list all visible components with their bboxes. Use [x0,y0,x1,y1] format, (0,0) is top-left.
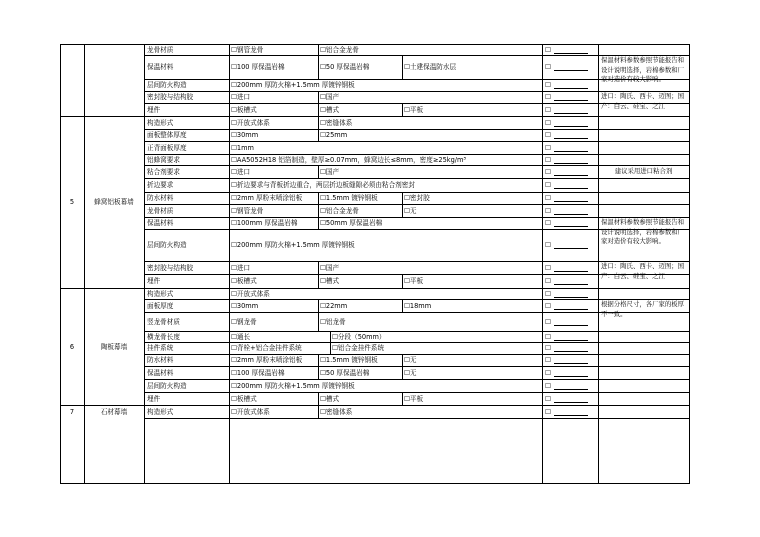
option-checkbox[interactable]: ☐100 厚保温岩棉 [231,368,285,377]
item-label: 正背面板厚度 [147,143,187,152]
confirm-checkbox[interactable]: ☐ [545,219,588,227]
option-checkbox[interactable]: ☐2mm 厚粉末喷涂铝板 [231,356,303,364]
item-label: 龙骨材质 [147,206,174,215]
option-checkbox[interactable]: ☐进口 [231,167,251,176]
remark-note: 进口：陶氏、西卡、迈图；国产：白云、硅宝、之江 [601,92,685,110]
confirm-blank[interactable] [554,64,588,71]
confirm-checkbox[interactable]: ☐ [545,106,588,114]
option-checkbox[interactable]: ☐钢龙骨 [231,317,257,326]
confirm-blank[interactable] [554,370,588,377]
option-checkbox[interactable]: ☐铝龙骨 [320,317,346,326]
item-label: 构造形式 [147,407,174,416]
confirm-blank[interactable] [554,120,588,127]
option-checkbox[interactable]: ☐槽式 [320,105,340,114]
confirm-blank[interactable] [554,265,588,272]
option-checkbox[interactable]: ☐18mm [404,301,432,310]
remark-note: 保温材料参数参照节能报告和设计说明选择，岩棉参数和厂家对造价有较大影响。 [601,56,685,83]
confirm-blank[interactable] [554,107,588,114]
confirm-blank[interactable] [554,208,588,215]
item-label: 挂件系统 [147,344,174,352]
confirm-blank[interactable] [554,132,588,139]
option-checkbox[interactable]: ☐国产 [320,263,340,272]
option-checkbox[interactable]: ☐2mm 厚粉末喷涂铝板 [231,194,303,202]
item-label: 龙骨材质 [147,45,174,54]
item-label: 防水材料 [147,356,174,364]
item-label: 折边要求 [147,181,174,189]
confirm-checkbox[interactable]: ☐ [545,395,588,403]
item-label: 保温材料 [147,219,174,227]
option-checkbox[interactable]: ☐200mm 厚防火棉+1.5mm 厚镀锌钢板 [231,381,355,390]
confirm-checkbox[interactable]: ☐ [545,194,588,202]
confirm-blank[interactable] [554,334,588,341]
item-label: 层间防火构造 [147,241,187,249]
confirm-blank[interactable] [554,47,588,54]
item-label: 埋件 [147,394,161,403]
confirm-checkbox[interactable]: ☐ [545,63,588,71]
option-checkbox[interactable]: ☐100mm 厚保温岩棉 [231,219,298,227]
confirm-checkbox[interactable]: ☐ [545,290,588,298]
confirm-checkbox[interactable]: ☐ [545,119,588,127]
confirm-checkbox[interactable]: ☐ [545,382,588,390]
confirm-blank[interactable] [554,145,588,152]
option-checkbox[interactable]: ☐开放式体系 [231,289,270,298]
option-checkbox[interactable]: ☐25mm [320,131,348,139]
option-checkbox[interactable]: ☐30mm [231,301,259,310]
option-divider [330,342,331,354]
option-checkbox[interactable]: ☐分段（50mm） [332,332,386,341]
confirm-checkbox[interactable]: ☐ [545,81,588,89]
option-checkbox[interactable]: ☐国产 [320,167,340,176]
option-checkbox[interactable]: ☐板槽式 [231,105,257,114]
item-label: 竖龙骨材质 [147,317,180,326]
option-checkbox[interactable]: ☐平板 [404,277,424,285]
option-checkbox[interactable]: ☐100 厚保温岩棉 [231,63,285,71]
option-checkbox[interactable]: ☐1.5mm 镀锌钢板 [320,194,378,202]
option-checkbox[interactable]: ☐50 厚保温岩棉 [320,368,370,377]
confirm-blank[interactable] [554,357,588,364]
confirm-blank[interactable] [554,319,588,326]
item-label: 层间防火构造 [147,381,187,390]
option-checkbox[interactable]: ☐进口 [231,93,251,101]
option-checkbox[interactable]: ☐开放式体系 [231,407,270,416]
option-checkbox[interactable]: ☐槽式 [320,394,340,403]
option-checkbox[interactable]: ☐铝合金龙骨 [320,206,359,215]
option-checkbox[interactable]: ☐50mm 厚保温岩棉 [320,219,383,227]
confirm-blank[interactable] [554,409,588,416]
option-checkbox[interactable]: ☐土建保温防水层 [404,63,457,71]
option-checkbox[interactable]: ☐200mm 厚防火棉+1.5mm 厚镀锌钢板 [231,241,355,249]
confirm-checkbox[interactable]: ☐ [545,207,588,215]
group-name: 石材幕墙 [100,407,128,416]
option-checkbox[interactable]: ☐折边要求与背板折边重合，两层折边板缝隙必须由粘合剂密封 [231,181,415,189]
confirm-blank[interactable] [554,396,588,403]
col-line [542,44,543,484]
confirm-checkbox[interactable]: ☐ [545,156,588,164]
option-checkbox[interactable]: ☐1.5mm 镀锌钢板 [320,356,378,364]
option-checkbox[interactable]: ☐铝合金龙骨 [320,45,359,54]
confirm-checkbox[interactable]: ☐ [545,131,588,139]
option-checkbox[interactable]: ☐无 [404,206,417,215]
option-checkbox[interactable]: ☐开放式体系 [231,118,270,127]
option-checkbox[interactable]: ☐密缝体系 [320,118,353,127]
option-checkbox[interactable]: ☐钢管龙骨 [231,45,264,54]
confirm-blank[interactable] [554,303,588,310]
col-line [144,44,145,484]
option-checkbox[interactable]: ☐密缝体系 [320,407,353,416]
confirm-blank[interactable] [554,278,588,285]
confirm-blank[interactable] [554,220,588,227]
confirm-blank[interactable] [554,383,588,390]
item-label: 粘合剂要求 [147,167,180,176]
option-checkbox[interactable]: ☐板槽式 [231,277,257,285]
confirm-checkbox[interactable]: ☐ [545,241,588,249]
remark-note: 进口：陶氏、西卡、迈图；国产：白云、硅宝、之江 [601,262,685,280]
confirm-checkbox[interactable]: ☐ [545,344,588,352]
item-label: 构造形式 [147,289,174,298]
col-line [598,44,599,484]
confirm-checkbox[interactable]: ☐ [545,408,588,416]
confirm-checkbox[interactable]: ☐ [545,356,588,364]
option-checkbox[interactable]: ☐铝合金挂件系统 [332,344,385,352]
group-name: 蜂窝铝板幕墙 [94,198,134,206]
option-checkbox[interactable]: ☐国产 [320,93,340,101]
option-checkbox[interactable]: ☐背栓+铝合金挂件系统 [231,344,302,352]
option-checkbox[interactable]: ☐进口 [231,263,251,272]
confirm-checkbox[interactable]: ☐ [545,333,588,341]
item-label: 保温材料 [147,368,174,377]
confirm-checkbox[interactable]: ☐ [545,168,588,176]
confirm-checkbox[interactable]: ☐ [545,318,588,326]
confirm-blank[interactable] [554,182,588,189]
confirm-checkbox[interactable]: ☐ [545,181,588,189]
confirm-blank[interactable] [554,345,588,352]
spec-table [60,44,689,483]
option-checkbox[interactable]: ☐1mm [231,143,254,152]
option-checkbox[interactable]: ☐板槽式 [231,394,257,403]
confirm-blank[interactable] [554,94,588,101]
confirm-checkbox[interactable]: ☐ [545,277,588,285]
confirm-checkbox[interactable]: ☐ [545,302,588,310]
confirm-blank[interactable] [554,169,588,176]
item-label: 面板厚度 [147,301,174,310]
group-name: 陶板幕墙 [100,342,128,351]
confirm-blank[interactable] [554,157,588,164]
confirm-checkbox[interactable]: ☐ [545,144,588,152]
option-checkbox[interactable]: ☐22mm [320,301,348,310]
option-checkbox[interactable]: ☐槽式 [320,277,340,285]
item-label: 铝蜂窝要求 [147,155,180,164]
option-checkbox[interactable]: ☐密封胶 [404,194,430,202]
remark-note: 根据分格尺寸，各厂家的板厚不一致。 [601,300,685,318]
row-line [144,418,689,419]
group-number: 7 [69,407,75,416]
remark-note: 建议采用进口粘合剂 [614,167,673,175]
confirm-blank[interactable] [554,242,588,249]
col-line [229,44,230,484]
item-label: 防水材料 [147,194,174,202]
option-checkbox[interactable]: ☐通长 [231,332,251,341]
confirm-blank[interactable] [554,82,588,89]
option-checkbox[interactable]: ☐平板 [404,105,424,114]
option-checkbox[interactable]: ☐无 [404,368,417,377]
col-line [689,44,690,484]
confirm-blank[interactable] [554,291,588,298]
option-divider [330,331,331,342]
option-checkbox[interactable]: ☐平板 [404,394,424,403]
remark-note: 保温材料参数参照节能报告和设计说明选择，岩棉参数和厂家对造价有较大影响。 [601,218,685,245]
item-label: 埋件 [147,105,161,114]
group-number: 5 [69,198,75,206]
item-label: 密封胶与结构胶 [147,263,194,272]
option-checkbox[interactable]: ☐钢管龙骨 [231,206,264,215]
table-border-bottom [60,483,689,484]
confirm-blank[interactable] [554,195,588,202]
item-label: 密封胶与结构胶 [147,93,194,101]
confirm-checkbox[interactable]: ☐ [545,369,588,377]
confirm-checkbox[interactable]: ☐ [545,93,588,101]
option-checkbox[interactable]: ☐200mm 厚防火棉+1.5mm 厚镀锌钢板 [231,81,355,89]
confirm-checkbox[interactable]: ☐ [545,46,588,54]
option-checkbox[interactable]: ☐30mm [231,131,259,139]
item-label: 构造形式 [147,118,174,127]
option-checkbox[interactable]: ☐无 [404,356,417,364]
group-number: 6 [69,342,75,351]
item-label: 面板整体厚度 [147,131,187,139]
item-label: 横龙骨长度 [147,332,180,341]
item-label: 埋件 [147,277,161,285]
option-checkbox[interactable]: ☐AA5052H18 铝箔制造，壁厚≥0.07mm，蜂窝边长≤8mm，密度≥25kg/m³ [231,155,467,164]
confirm-checkbox[interactable]: ☐ [545,264,588,272]
item-label: 层间防火构造 [147,81,187,89]
option-checkbox[interactable]: ☐50 厚保温岩棉 [320,63,370,71]
item-label: 保温材料 [147,63,174,71]
